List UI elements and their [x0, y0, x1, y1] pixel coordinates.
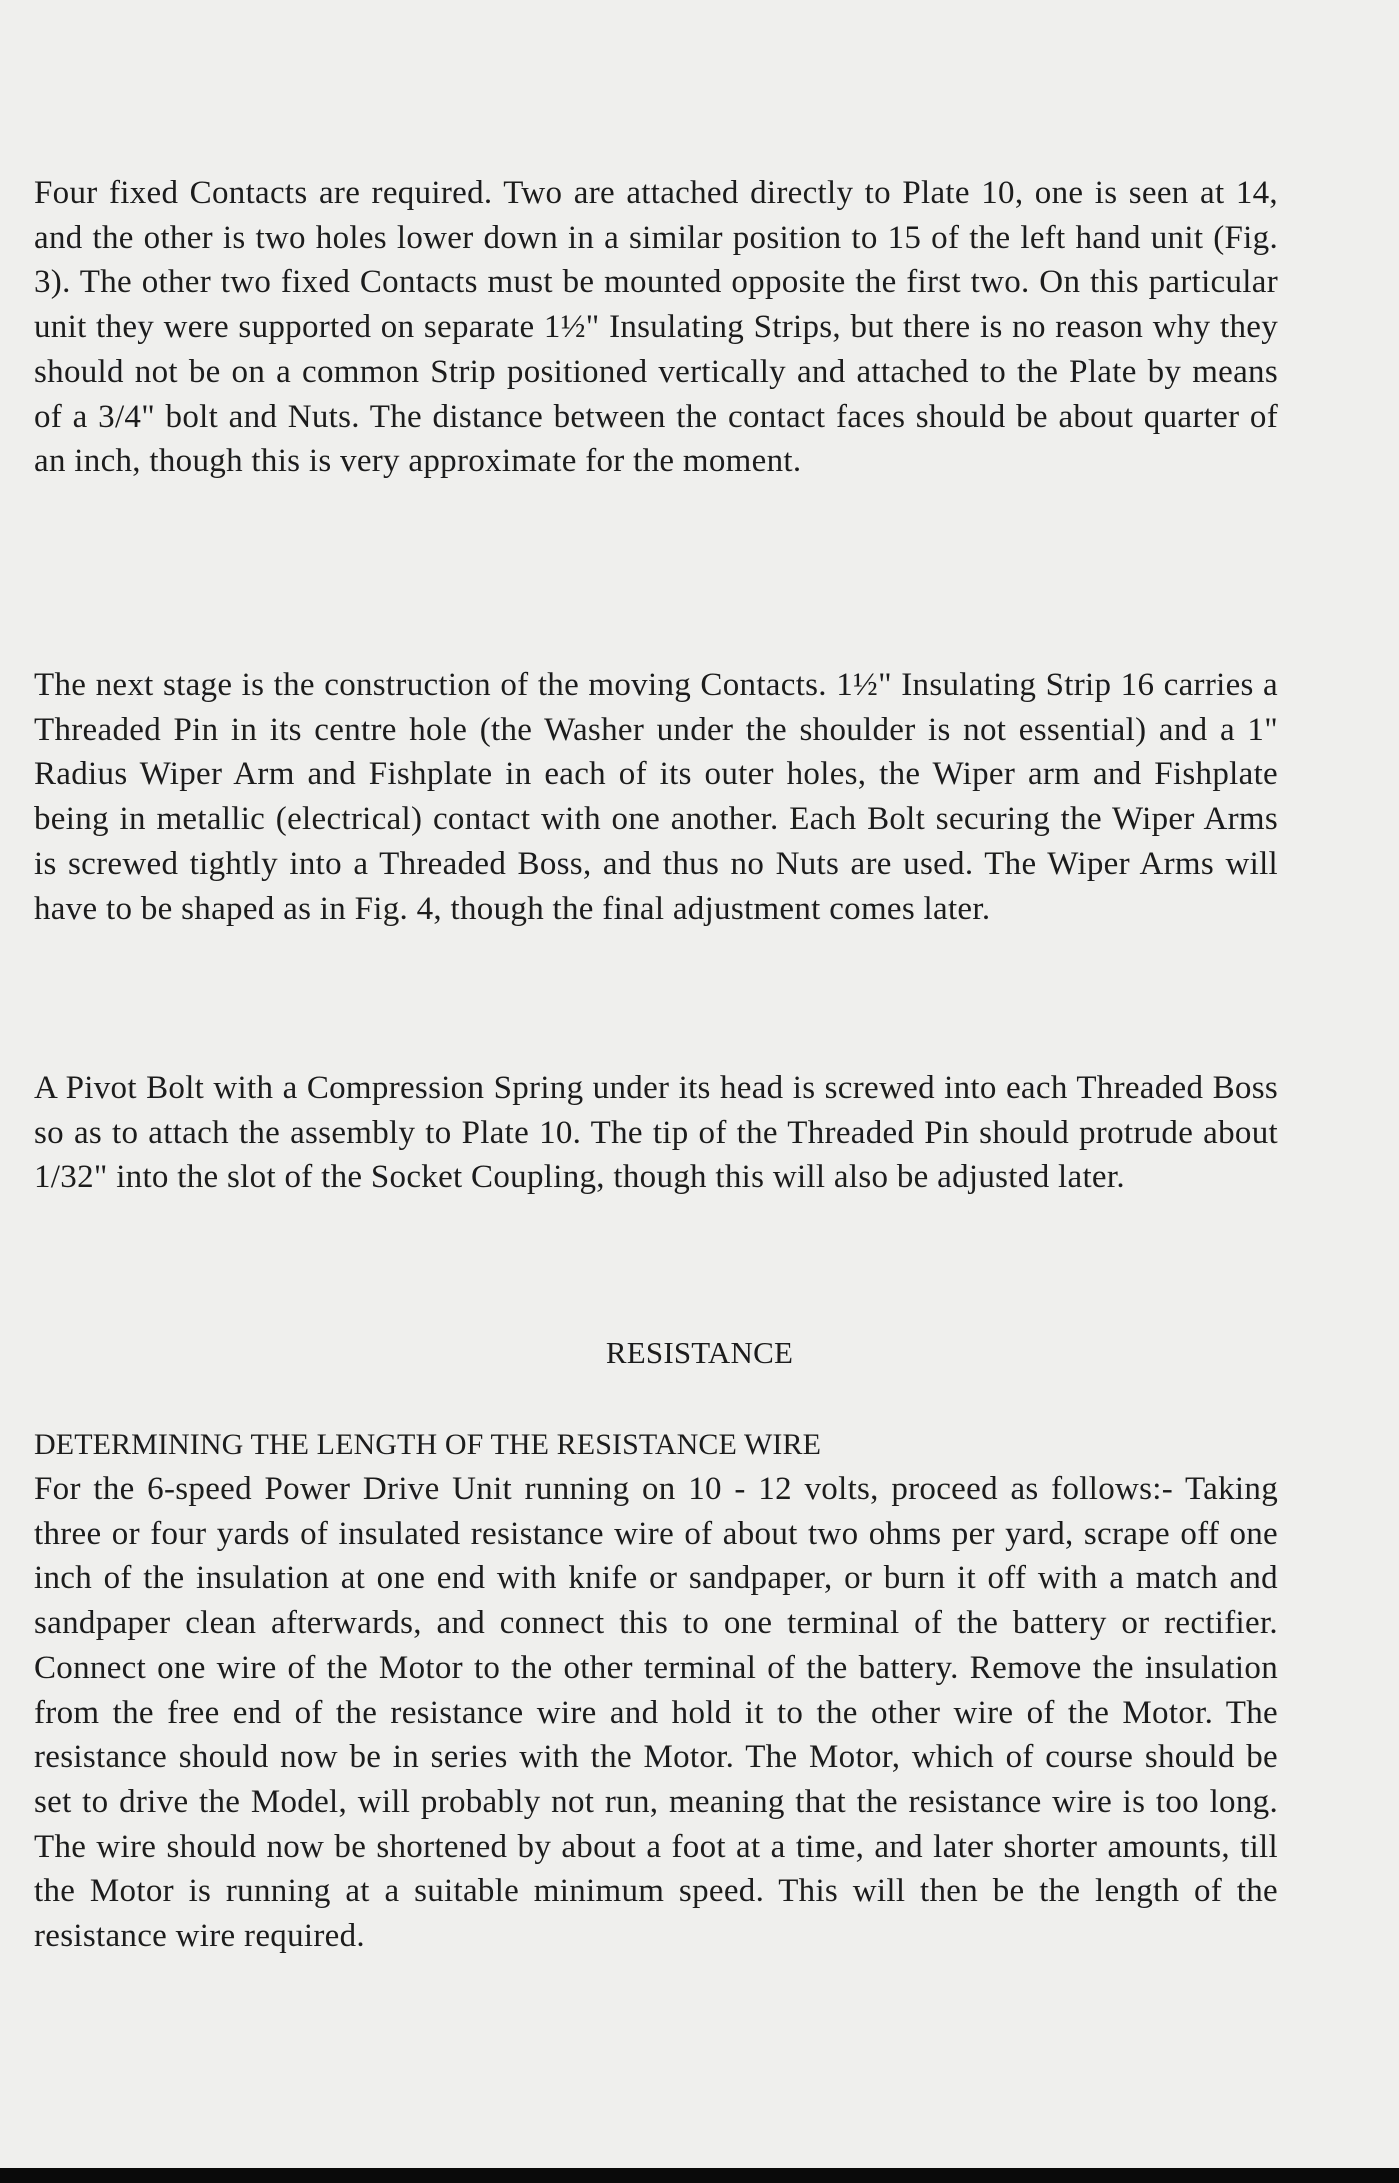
- paragraph-text: For the 6-speed Power Drive Unit running on 10 - 12 volts, proceed as follows:- Taking three or four yards of insulated resistance wire of about two ohms per yard, scrape off one inch of the insulation at one end with knife or sandpaper, or burn it off with a match and sandpaper clean afterwards, and connect this to one terminal of the battery or rectifier. Connect one wire of the Motor to the other terminal of the battery. Remove the insulation from the free end of the resistance wire and hold it to the other wire of the Motor. The resistance should now be in series with the Motor. The Motor, which of course should be set to drive the Model, will probably not run, meaning that the resistance wire is too long. The wire should now be shortened by about a foot at a time, and later shorter amounts, till the Motor is running at a suitable minimum speed. This will then be the length of the resistance wire required.: [34, 1471, 1278, 1955]
- paragraph-resistance-wire: [34, 1467, 1278, 1959]
- subsection-heading: DETERMINING THE LENGTH OF THE RESISTANCE WIRE: [34, 1428, 822, 1461]
- paragraph-text: Four fixed Contacts are required. Two are attached directly to Plate 10, one is seen at 14, and the other is two holes lower down in a similar position to 15 of the left hand unit (Fig. 3). The other two fixed Contacts must be mounted opposite the first two. On this particular unit they were supported on separate 1½" Insulating Strips, but there is no reason why they should not be on a common Strip positioned vertically and attached to the Plate by means of a 3/4" bolt and Nuts. The distance between the contact faces should be about quarter of an inch, though this is very approximate for the moment.: [34, 175, 1278, 480]
- paragraph-pivot-bolt: [34, 1066, 1278, 1200]
- paragraph-text: The next stage is the construction of the moving Contacts. 1½" Insulating Strip 16 carries a Threaded Pin in its centre hole (the Washer under the shoulder is not essential) and a 1" Radius Wiper Arm and Fishplate in each of its outer holes, the Wiper arm and Fishplate being in metallic (electrical) contact with one another. Each Bolt securing the Wiper Arms is screwed tightly into a Threaded Boss, and thus no Nuts are used. The Wiper Arms will have to be shaped as in Fig. 4, though the final adjustment comes later.: [34, 667, 1278, 927]
- scan-bottom-edge: [0, 2168, 1399, 2183]
- paragraph-text: A Pivot Bolt with a Compression Spring under its head is screwed into each Threaded Boss so as to attach the assembly to Plate 10. The tip of the Threaded Pin should protrude about 1/32" into the slot of the Socket Coupling, though this will also be adjusted later.: [34, 1070, 1278, 1196]
- section-heading: RESISTANCE: [605, 1335, 794, 1370]
- paragraph-fixed-contacts: [34, 171, 1278, 484]
- paragraph-moving-contacts: [34, 663, 1278, 931]
